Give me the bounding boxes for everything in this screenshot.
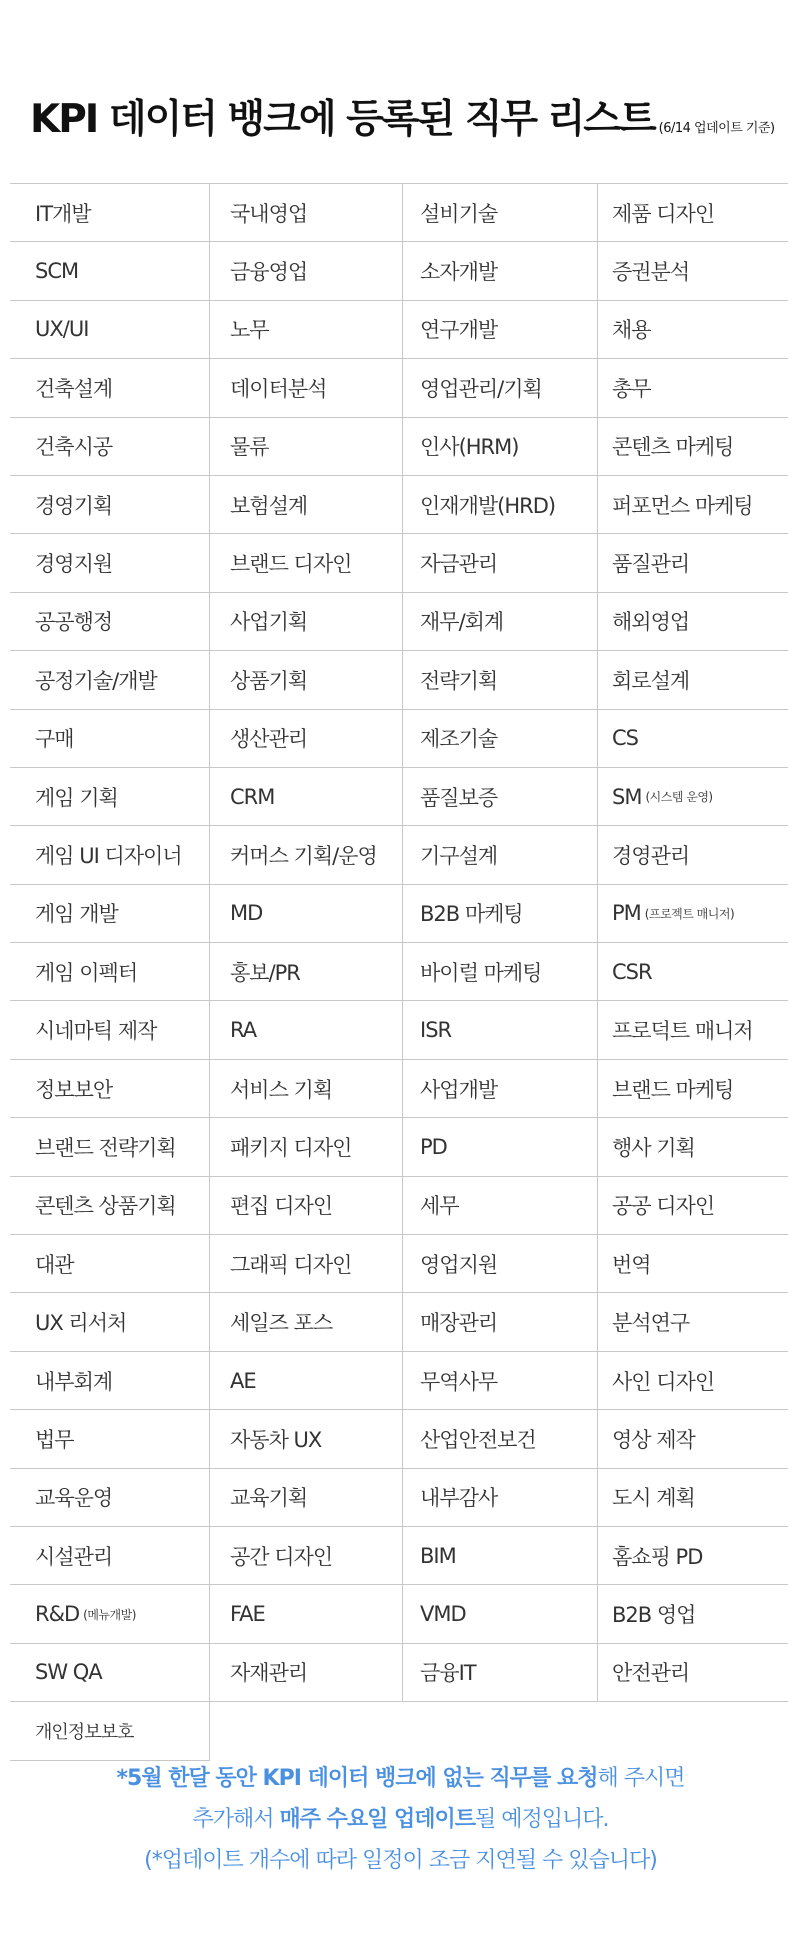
job-cell xyxy=(403,1118,598,1175)
job-cell xyxy=(10,885,210,942)
job-name: 데이터분석 xyxy=(230,376,327,401)
job-name: 품질보증 xyxy=(420,785,498,810)
job-name: 게임 기획 xyxy=(35,785,118,810)
job-cell xyxy=(210,1060,403,1117)
job-name: 정보보안 xyxy=(35,1077,113,1102)
job-name: 게임 개발 xyxy=(35,902,118,927)
job-name: VMD xyxy=(420,1602,466,1627)
job-name: 영업지원 xyxy=(420,1252,498,1277)
table-row xyxy=(10,885,788,943)
footer-line-1-rest: 해 주시면 xyxy=(597,1766,685,1791)
job-cell xyxy=(10,242,210,299)
job-cell xyxy=(598,1410,788,1467)
job-name: 행사 기획 xyxy=(612,1135,695,1160)
job-name: BIM xyxy=(420,1543,456,1568)
job-name: 콘텐츠 마케팅 xyxy=(612,435,734,460)
job-name: 공공 디자인 xyxy=(612,1194,715,1219)
table-row xyxy=(10,534,788,592)
job-name: SW QA xyxy=(35,1660,102,1685)
job-cell xyxy=(210,1118,403,1175)
job-cell xyxy=(403,1235,598,1292)
job-cell xyxy=(598,768,788,825)
job-cell xyxy=(598,476,788,533)
job-note: (프로젝트 매니저) xyxy=(644,906,735,921)
job-cell xyxy=(598,1352,788,1409)
job-name: 소자개발 xyxy=(420,260,498,285)
job-name: R&D xyxy=(35,1602,80,1627)
footer-line-2 xyxy=(0,1799,801,1840)
job-cell xyxy=(10,710,210,767)
table-row xyxy=(10,1118,788,1176)
job-name: 커머스 기획/운영 xyxy=(230,843,377,868)
job-cell xyxy=(403,826,598,883)
job-name: 교육운영 xyxy=(35,1486,113,1511)
job-cell xyxy=(598,593,788,650)
job-cell xyxy=(598,1177,788,1234)
job-name: 설비기술 xyxy=(420,201,498,226)
job-cell xyxy=(403,242,598,299)
job-name: 사업개발 xyxy=(420,1077,498,1102)
table-row xyxy=(10,242,788,300)
job-name: 개인정보보호 xyxy=(35,1721,134,1743)
job-name: 패키지 디자인 xyxy=(230,1135,352,1160)
job-cell xyxy=(210,359,403,416)
job-name: 연구개발 xyxy=(420,318,498,343)
job-name: 인재개발(HRD) xyxy=(420,493,556,518)
job-list-table xyxy=(10,183,788,1761)
table-row xyxy=(10,1410,788,1468)
job-name: 공공행정 xyxy=(35,610,113,635)
job-name: 매장관리 xyxy=(420,1311,498,1336)
job-cell xyxy=(210,242,403,299)
job-name: MD xyxy=(230,901,263,926)
job-name: 사인 디자인 xyxy=(612,1369,715,1394)
job-cell xyxy=(598,943,788,1000)
job-cell xyxy=(10,1060,210,1117)
job-cell xyxy=(403,1644,598,1701)
job-cell xyxy=(10,418,210,475)
job-cell xyxy=(10,476,210,533)
job-cell xyxy=(598,301,788,358)
update-date-note: (6/14 업데이트 기준) xyxy=(658,121,775,136)
job-cell xyxy=(210,1177,403,1234)
job-cell xyxy=(210,301,403,358)
job-cell xyxy=(598,1118,788,1175)
job-name: 물류 xyxy=(230,435,269,460)
job-cell xyxy=(403,710,598,767)
job-cell xyxy=(598,710,788,767)
job-cell xyxy=(210,1410,403,1467)
footer-line-3: (*업데이트 개수에 따라 일정이 조금 지연될 수 있습니다) xyxy=(144,1848,657,1873)
job-cell xyxy=(10,1177,210,1234)
job-cell xyxy=(403,1585,598,1642)
job-name: 증권분석 xyxy=(612,260,690,285)
job-cell xyxy=(210,1469,403,1526)
job-cell xyxy=(10,651,210,708)
job-cell xyxy=(403,593,598,650)
job-cell xyxy=(403,534,598,591)
job-cell xyxy=(598,651,788,708)
job-cell xyxy=(210,943,403,1000)
table-row xyxy=(10,1469,788,1527)
job-cell xyxy=(403,1177,598,1234)
page-header xyxy=(30,88,790,144)
job-name: 영상 제작 xyxy=(612,1427,695,1452)
table-row xyxy=(10,1585,788,1643)
table-row xyxy=(10,826,788,884)
job-name: 세무 xyxy=(420,1194,459,1219)
job-name: CS xyxy=(612,726,638,751)
job-name: 건축설계 xyxy=(35,376,113,401)
job-name: 전략기획 xyxy=(420,668,498,693)
job-cell xyxy=(210,885,403,942)
job-name: 생산관리 xyxy=(230,727,308,752)
table-row xyxy=(10,1352,788,1410)
table-row xyxy=(10,1293,788,1351)
job-name: 법무 xyxy=(35,1427,74,1452)
table-row xyxy=(10,301,788,359)
job-name: 퍼포먼스 마케팅 xyxy=(612,493,753,518)
job-name: SCM xyxy=(35,259,79,284)
job-cell xyxy=(598,1001,788,1058)
job-cell xyxy=(210,1527,403,1584)
footer-line-1 xyxy=(0,1758,801,1799)
table-row xyxy=(10,1060,788,1118)
job-name: 총무 xyxy=(612,376,651,401)
job-cell xyxy=(10,1410,210,1467)
job-name: 번역 xyxy=(612,1252,651,1277)
job-cell xyxy=(403,184,598,241)
job-cell xyxy=(403,1410,598,1467)
job-name: 시설관리 xyxy=(35,1544,113,1569)
job-cell xyxy=(10,1118,210,1175)
job-name: 교육기획 xyxy=(230,1486,308,1511)
job-cell xyxy=(403,476,598,533)
table-row xyxy=(10,418,788,476)
job-note: (시스템 운영) xyxy=(645,790,713,805)
job-name: 제품 디자인 xyxy=(612,201,715,226)
job-name: PD xyxy=(420,1134,447,1159)
job-cell xyxy=(403,651,598,708)
job-name: 안전관리 xyxy=(612,1661,690,1686)
job-cell xyxy=(598,242,788,299)
job-cell xyxy=(10,301,210,358)
job-name: 브랜드 전략기획 xyxy=(35,1135,176,1160)
job-name: 브랜드 디자인 xyxy=(230,552,352,577)
job-name: 무역사무 xyxy=(420,1369,498,1394)
job-name: 프로덕트 매니저 xyxy=(612,1019,753,1044)
job-cell xyxy=(10,1527,210,1584)
job-name: 산업안전보건 xyxy=(420,1427,536,1452)
job-cell xyxy=(10,1235,210,1292)
job-name: 브랜드 마케팅 xyxy=(612,1077,734,1102)
table-row xyxy=(10,1644,788,1702)
job-cell xyxy=(403,1060,598,1117)
job-name: 보험설계 xyxy=(230,493,308,518)
job-name: 금융IT xyxy=(420,1661,476,1686)
job-name: 건축시공 xyxy=(35,435,113,460)
job-name: 해외영업 xyxy=(612,610,690,635)
job-cell xyxy=(210,768,403,825)
table-row xyxy=(10,1177,788,1235)
job-cell xyxy=(210,1585,403,1642)
job-cell xyxy=(10,359,210,416)
job-name: IT개발 xyxy=(35,201,91,226)
job-name: 분석연구 xyxy=(612,1311,690,1336)
job-name: B2B 마케팅 xyxy=(420,902,523,927)
job-name: 경영지원 xyxy=(35,552,113,577)
job-cell xyxy=(10,1644,210,1701)
job-note: (메뉴개발) xyxy=(83,1607,136,1622)
job-name: 사업기획 xyxy=(230,610,308,635)
job-name: 공간 디자인 xyxy=(230,1544,333,1569)
footer-schedule-highlight: 매주 수요일 업데이트 xyxy=(279,1807,476,1832)
job-name: AE xyxy=(230,1368,256,1393)
job-name: 홍보/PR xyxy=(230,960,300,985)
job-name: 자재관리 xyxy=(230,1661,308,1686)
job-cell xyxy=(210,1001,403,1058)
job-cell xyxy=(10,1001,210,1058)
job-cell xyxy=(210,826,403,883)
job-cell xyxy=(10,534,210,591)
job-name: 내부감사 xyxy=(420,1486,498,1511)
job-name: 영업관리/기획 xyxy=(420,376,542,401)
job-name: 시네마틱 제작 xyxy=(35,1019,157,1044)
job-cell xyxy=(403,943,598,1000)
job-cell xyxy=(598,1527,788,1584)
job-name: 게임 UI 디자이너 xyxy=(35,843,182,868)
job-cell xyxy=(403,418,598,475)
job-cell xyxy=(598,359,788,416)
job-name: 도시 계획 xyxy=(612,1486,695,1511)
job-cell xyxy=(210,476,403,533)
job-cell xyxy=(10,1293,210,1350)
job-name: SM xyxy=(612,784,642,809)
job-name: 국내영업 xyxy=(230,201,308,226)
job-cell xyxy=(210,418,403,475)
job-name: 기구설계 xyxy=(420,843,498,868)
footer-line-2-rest: 될 예정입니다. xyxy=(475,1807,609,1832)
job-cell xyxy=(403,301,598,358)
job-name: 품질관리 xyxy=(612,552,690,577)
job-name: 세일즈 포스 xyxy=(230,1311,333,1336)
job-name: UX/UI xyxy=(35,317,89,342)
table-row xyxy=(10,593,788,651)
job-cell xyxy=(598,534,788,591)
table-row xyxy=(10,651,788,709)
job-name: 홈쇼핑 PD xyxy=(612,1544,703,1569)
job-name: FAE xyxy=(230,1602,265,1627)
job-cell xyxy=(10,1469,210,1526)
table-row xyxy=(10,1235,788,1293)
job-cell xyxy=(403,1293,598,1350)
job-name: 노무 xyxy=(230,318,269,343)
footer-notice xyxy=(0,1758,801,1881)
job-name: 바이럴 마케팅 xyxy=(420,960,542,985)
job-cell xyxy=(210,184,403,241)
job-name: 상품기획 xyxy=(230,668,308,693)
job-cell xyxy=(598,1585,788,1642)
job-cell xyxy=(598,1644,788,1701)
job-name: PM xyxy=(612,901,641,926)
job-name: 경영관리 xyxy=(612,843,690,868)
table-row xyxy=(10,476,788,534)
job-name: 서비스 기획 xyxy=(230,1077,333,1102)
job-name: 편집 디자인 xyxy=(230,1194,333,1219)
job-name: 콘텐츠 상품기획 xyxy=(35,1194,176,1219)
job-cell xyxy=(210,651,403,708)
footer-line-2-pre: 추가해서 xyxy=(192,1807,280,1832)
job-cell xyxy=(210,1352,403,1409)
job-cell xyxy=(210,593,403,650)
job-cell xyxy=(403,1352,598,1409)
job-name: CSR xyxy=(612,959,652,984)
job-cell xyxy=(598,1469,788,1526)
table-row xyxy=(10,943,788,1001)
job-name: 자금관리 xyxy=(420,552,498,577)
job-name: 게임 이펙터 xyxy=(35,960,138,985)
job-cell xyxy=(403,1001,598,1058)
table-row xyxy=(10,359,788,417)
job-name: 제조기술 xyxy=(420,727,498,752)
job-name: 공정기술/개발 xyxy=(35,668,157,693)
table-row xyxy=(10,710,788,768)
table-row xyxy=(10,1702,788,1760)
job-cell xyxy=(10,1585,210,1642)
job-cell xyxy=(598,1060,788,1117)
job-cell xyxy=(10,943,210,1000)
job-cell xyxy=(403,1527,598,1584)
job-name: CRM xyxy=(230,784,275,809)
job-name: 회로설계 xyxy=(612,668,690,693)
job-name: 경영기획 xyxy=(35,493,113,518)
job-cell xyxy=(403,885,598,942)
job-cell xyxy=(598,885,788,942)
job-name: 인사(HRM) xyxy=(420,435,519,460)
job-cell xyxy=(10,1702,210,1760)
job-cell xyxy=(403,1469,598,1526)
job-cell xyxy=(10,768,210,825)
job-name: 채용 xyxy=(612,318,651,343)
job-cell xyxy=(598,184,788,241)
job-name: 구매 xyxy=(35,727,74,752)
table-row xyxy=(10,1001,788,1059)
job-cell xyxy=(598,1235,788,1292)
job-cell xyxy=(210,1644,403,1701)
job-cell xyxy=(10,1352,210,1409)
job-cell xyxy=(210,710,403,767)
job-cell xyxy=(210,1293,403,1350)
job-name: 그래픽 디자인 xyxy=(230,1252,352,1277)
job-cell xyxy=(598,826,788,883)
job-name: B2B 영업 xyxy=(612,1603,696,1628)
table-row xyxy=(10,1527,788,1585)
job-cell xyxy=(210,1235,403,1292)
footer-request-highlight: *5월 한달 동안 KPI 데이터 뱅크에 없는 직무를 요청 xyxy=(116,1766,598,1791)
job-name: 재무/회계 xyxy=(420,610,504,635)
page-title: KPI 데이터 뱅크에 등록된 직무 리스트 xyxy=(30,97,655,142)
job-name: ISR xyxy=(420,1018,452,1043)
table-row xyxy=(10,768,788,826)
job-cell xyxy=(10,826,210,883)
job-name: 자동차 UX xyxy=(230,1427,322,1452)
job-cell xyxy=(598,1293,788,1350)
job-cell xyxy=(10,184,210,241)
table-row xyxy=(10,184,788,242)
job-name: 대관 xyxy=(35,1252,74,1277)
job-name: UX 리서처 xyxy=(35,1311,127,1336)
job-cell xyxy=(210,534,403,591)
empty-cell xyxy=(210,1702,403,1760)
job-name: 내부회계 xyxy=(35,1369,113,1394)
job-cell xyxy=(403,359,598,416)
job-name: RA xyxy=(230,1018,257,1043)
job-cell xyxy=(403,768,598,825)
job-name: 금융영업 xyxy=(230,260,308,285)
job-cell xyxy=(598,418,788,475)
job-cell xyxy=(10,593,210,650)
